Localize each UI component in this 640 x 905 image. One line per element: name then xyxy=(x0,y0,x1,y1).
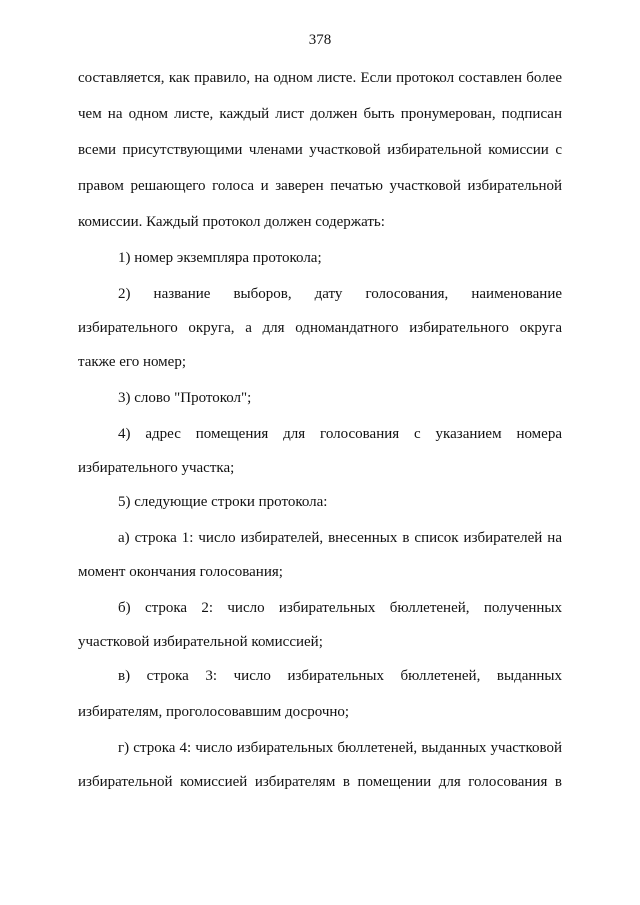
list-item-line: г) строка 4: число избирательных бюллетеней, выданных участковой xyxy=(118,740,562,756)
text-line: избирательного участка; xyxy=(78,460,235,476)
text-line: также его номер; xyxy=(78,354,187,370)
text-line: комиссии. Каждый протокол должен содержать: xyxy=(78,214,385,230)
text-line: составляется, как правило, на одном листе. Если протокол составлен более xyxy=(78,70,562,86)
text-line: избирателям, проголосовавшим досрочно; xyxy=(78,704,350,720)
list-item-line: а) строка 1: число избирателей, внесенных в список избирателей на xyxy=(118,530,562,546)
text-line: всеми присутствующими членами участковой избирательной комиссии с xyxy=(78,142,562,158)
list-item-line: в) строка 3: число избирательных бюллетеней, выданных xyxy=(118,668,562,684)
list-item-line: б) строка 2: число избирательных бюллетеней, полученных xyxy=(118,600,562,616)
text-line: участковой избирательной комиссией; xyxy=(78,634,323,650)
text-line: момент окончания голосования; xyxy=(78,564,283,580)
list-item-line: 5) следующие строки протокола: xyxy=(118,494,328,510)
list-item-line: 3) слово "Протокол"; xyxy=(118,390,252,406)
text-line: избирательного округа, а для одномандатного избирательного округа xyxy=(78,320,562,336)
list-item-line: 2) название выборов, дату голосования, наименование xyxy=(118,286,562,302)
text-line: правом решающего голоса и заверен печатью участковой избирательной xyxy=(78,178,562,194)
text-line: избирательной комиссией избирателям в помещении для голосования в xyxy=(78,774,562,790)
list-item-line: 1) номер экземпляра протокола; xyxy=(118,250,322,266)
list-item-line: 4) адрес помещения для голосования с указанием номера xyxy=(118,426,562,442)
text-line: чем на одном листе, каждый лист должен быть пронумерован, подписан xyxy=(78,106,562,122)
page-number: 378 xyxy=(308,32,332,48)
